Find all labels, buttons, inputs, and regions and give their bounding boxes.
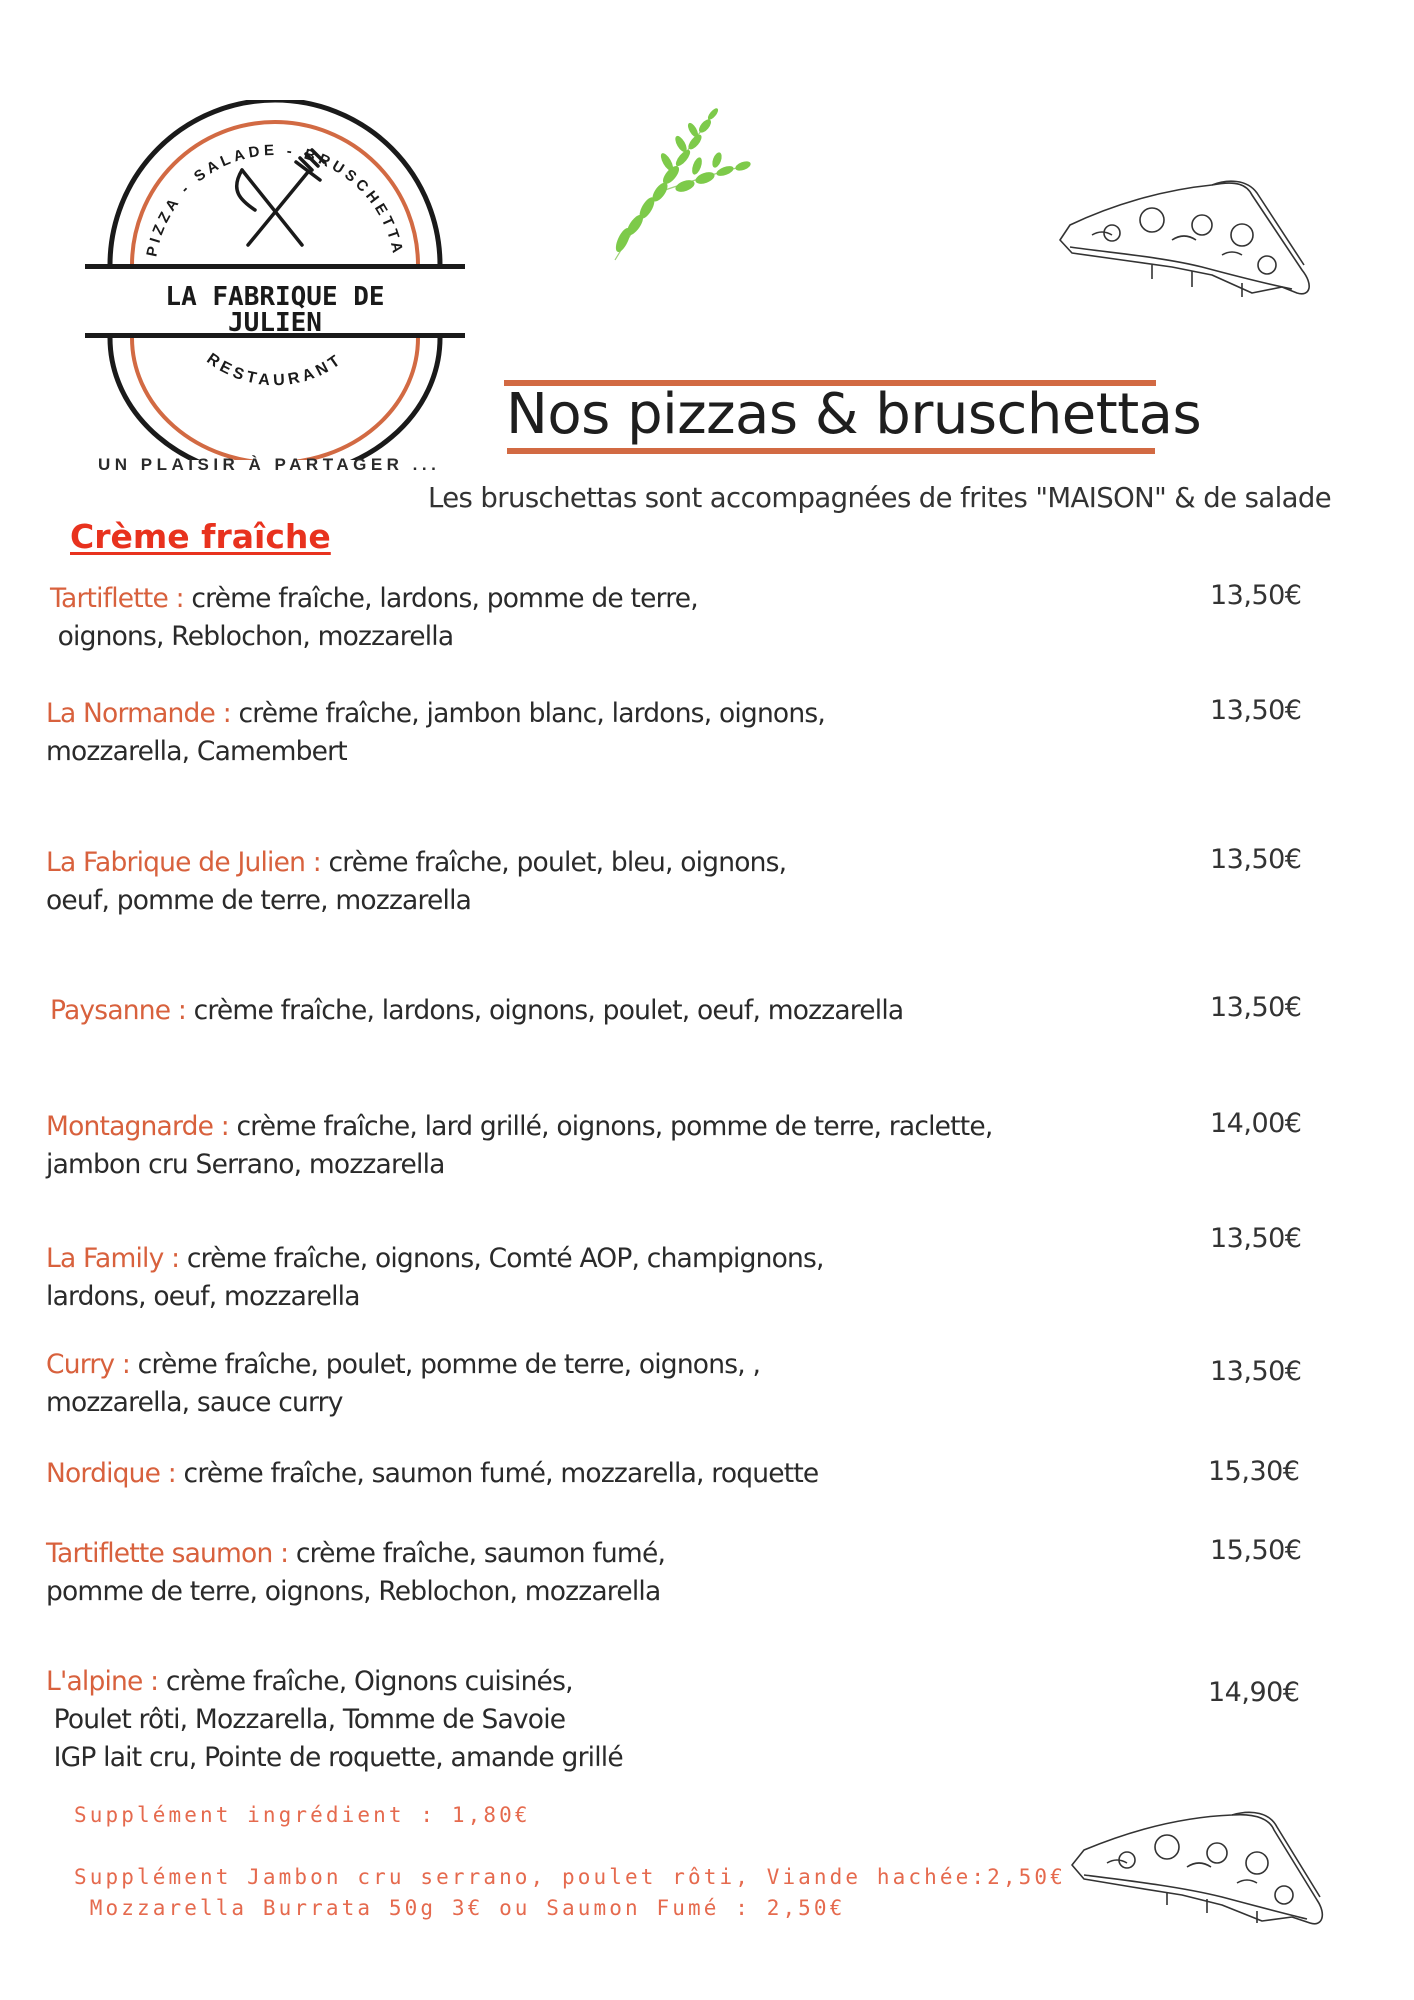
menu-item-nordique: Nordique : crème fraîche, saumon fumé, mozzarella, roquette (46, 1458, 819, 1489)
menu-item-price: 13,50€ (1210, 992, 1302, 1023)
menu-item-paysanne: Paysanne : crème fraîche, lardons, oignons, poulet, oeuf, mozzarella (50, 995, 904, 1026)
herb-sprig-icon (605, 100, 755, 270)
menu-item-montagnarde: Montagnarde : crème fraîche, lard grillé, oignons, pomme de terre, raclette, jambon cru Serrano, mozzarella (46, 1111, 993, 1180)
menu-item-tartiflette: Tartiflette : crème fraîche, lardons, pomme de terre, oignons, Reblochon, mozzarella (50, 583, 698, 652)
logo-name-line1: LA FABRIQUE DE (165, 282, 385, 312)
menu-item-price: 14,00€ (1210, 1108, 1302, 1139)
svg-text:RESTAURANT (204, 350, 347, 389)
pizza-slice-icon (1062, 1805, 1337, 1940)
supplement-meats: Supplément Jambon cru serrano, poulet rôti, Viande hachée:2,50€ (74, 1865, 1066, 1889)
menu-item-price: 15,50€ (1210, 1535, 1302, 1566)
menu-item-price: 15,30€ (1208, 1456, 1300, 1487)
page-subtitle: Les bruschettas sont accompagnées de frites "MAISON" & de salade (428, 482, 1332, 514)
section-title: Crème fraîche (70, 517, 331, 556)
menu-item-price: 13,50€ (1210, 844, 1302, 875)
logo-arc-text: PIZZA - SALADE - BRUSCHETTA (143, 141, 407, 259)
menu-item-tartiflette-saumon: Tartiflette saumon : crème fraîche, saumon fumé, pomme de terre, oignons, Reblochon, mozzarella (46, 1538, 666, 1607)
menu-item-price: 14,90€ (1208, 1677, 1300, 1708)
menu-item-price: 13,50€ (1210, 580, 1302, 611)
menu-item-curry: Curry : crème fraîche, poulet, pomme de terre, oignons, , mozzarella, sauce curry (46, 1349, 761, 1418)
menu-item-normande: La Normande : crème fraîche, jambon blanc, lardons, oignons, mozzarella, Camembert (46, 698, 825, 767)
logo-name-line2: JULIEN (228, 308, 322, 338)
heading-rule-bottom (507, 448, 1155, 454)
menu-item-price: 13,50€ (1210, 1223, 1302, 1254)
menu-item-price: 13,50€ (1210, 1356, 1302, 1387)
menu-item-price: 13,50€ (1210, 695, 1302, 726)
menu-item-alpine: L'alpine : crème fraîche, Oignons cuisinés, Poulet rôti, Mozzarella, Tomme de Savoie IGP lait cru, Pointe de roquette, amande grillé (46, 1666, 623, 1773)
menu-item-fabrique: La Fabrique de Julien : crème fraîche, poulet, bleu, oignons, oeuf, pomme de terre, mozzarella (46, 847, 787, 916)
menu-item-family: La Family : crème fraîche, oignons, Comté AOP, champignons, lardons, oeuf, mozzarella (46, 1243, 824, 1312)
page-title: Nos pizzas & bruschettas (506, 382, 1202, 447)
restaurant-logo (80, 100, 470, 460)
pizza-slice-icon (1052, 175, 1322, 320)
svg-text:PIZZA - SALADE - BRUSCHETTA (143, 142, 406, 258)
tagline: UN PLAISIR À PARTAGER ... (98, 455, 441, 474)
supplement-burrata: Mozzarella Burrata 50g 3€ ou Saumon Fumé : 2,50€ (74, 1896, 846, 1920)
logo-bottom-text: RESTAURANT (203, 350, 347, 390)
supplement-ingredient: Supplément ingrédient : 1,80€ (74, 1803, 531, 1827)
